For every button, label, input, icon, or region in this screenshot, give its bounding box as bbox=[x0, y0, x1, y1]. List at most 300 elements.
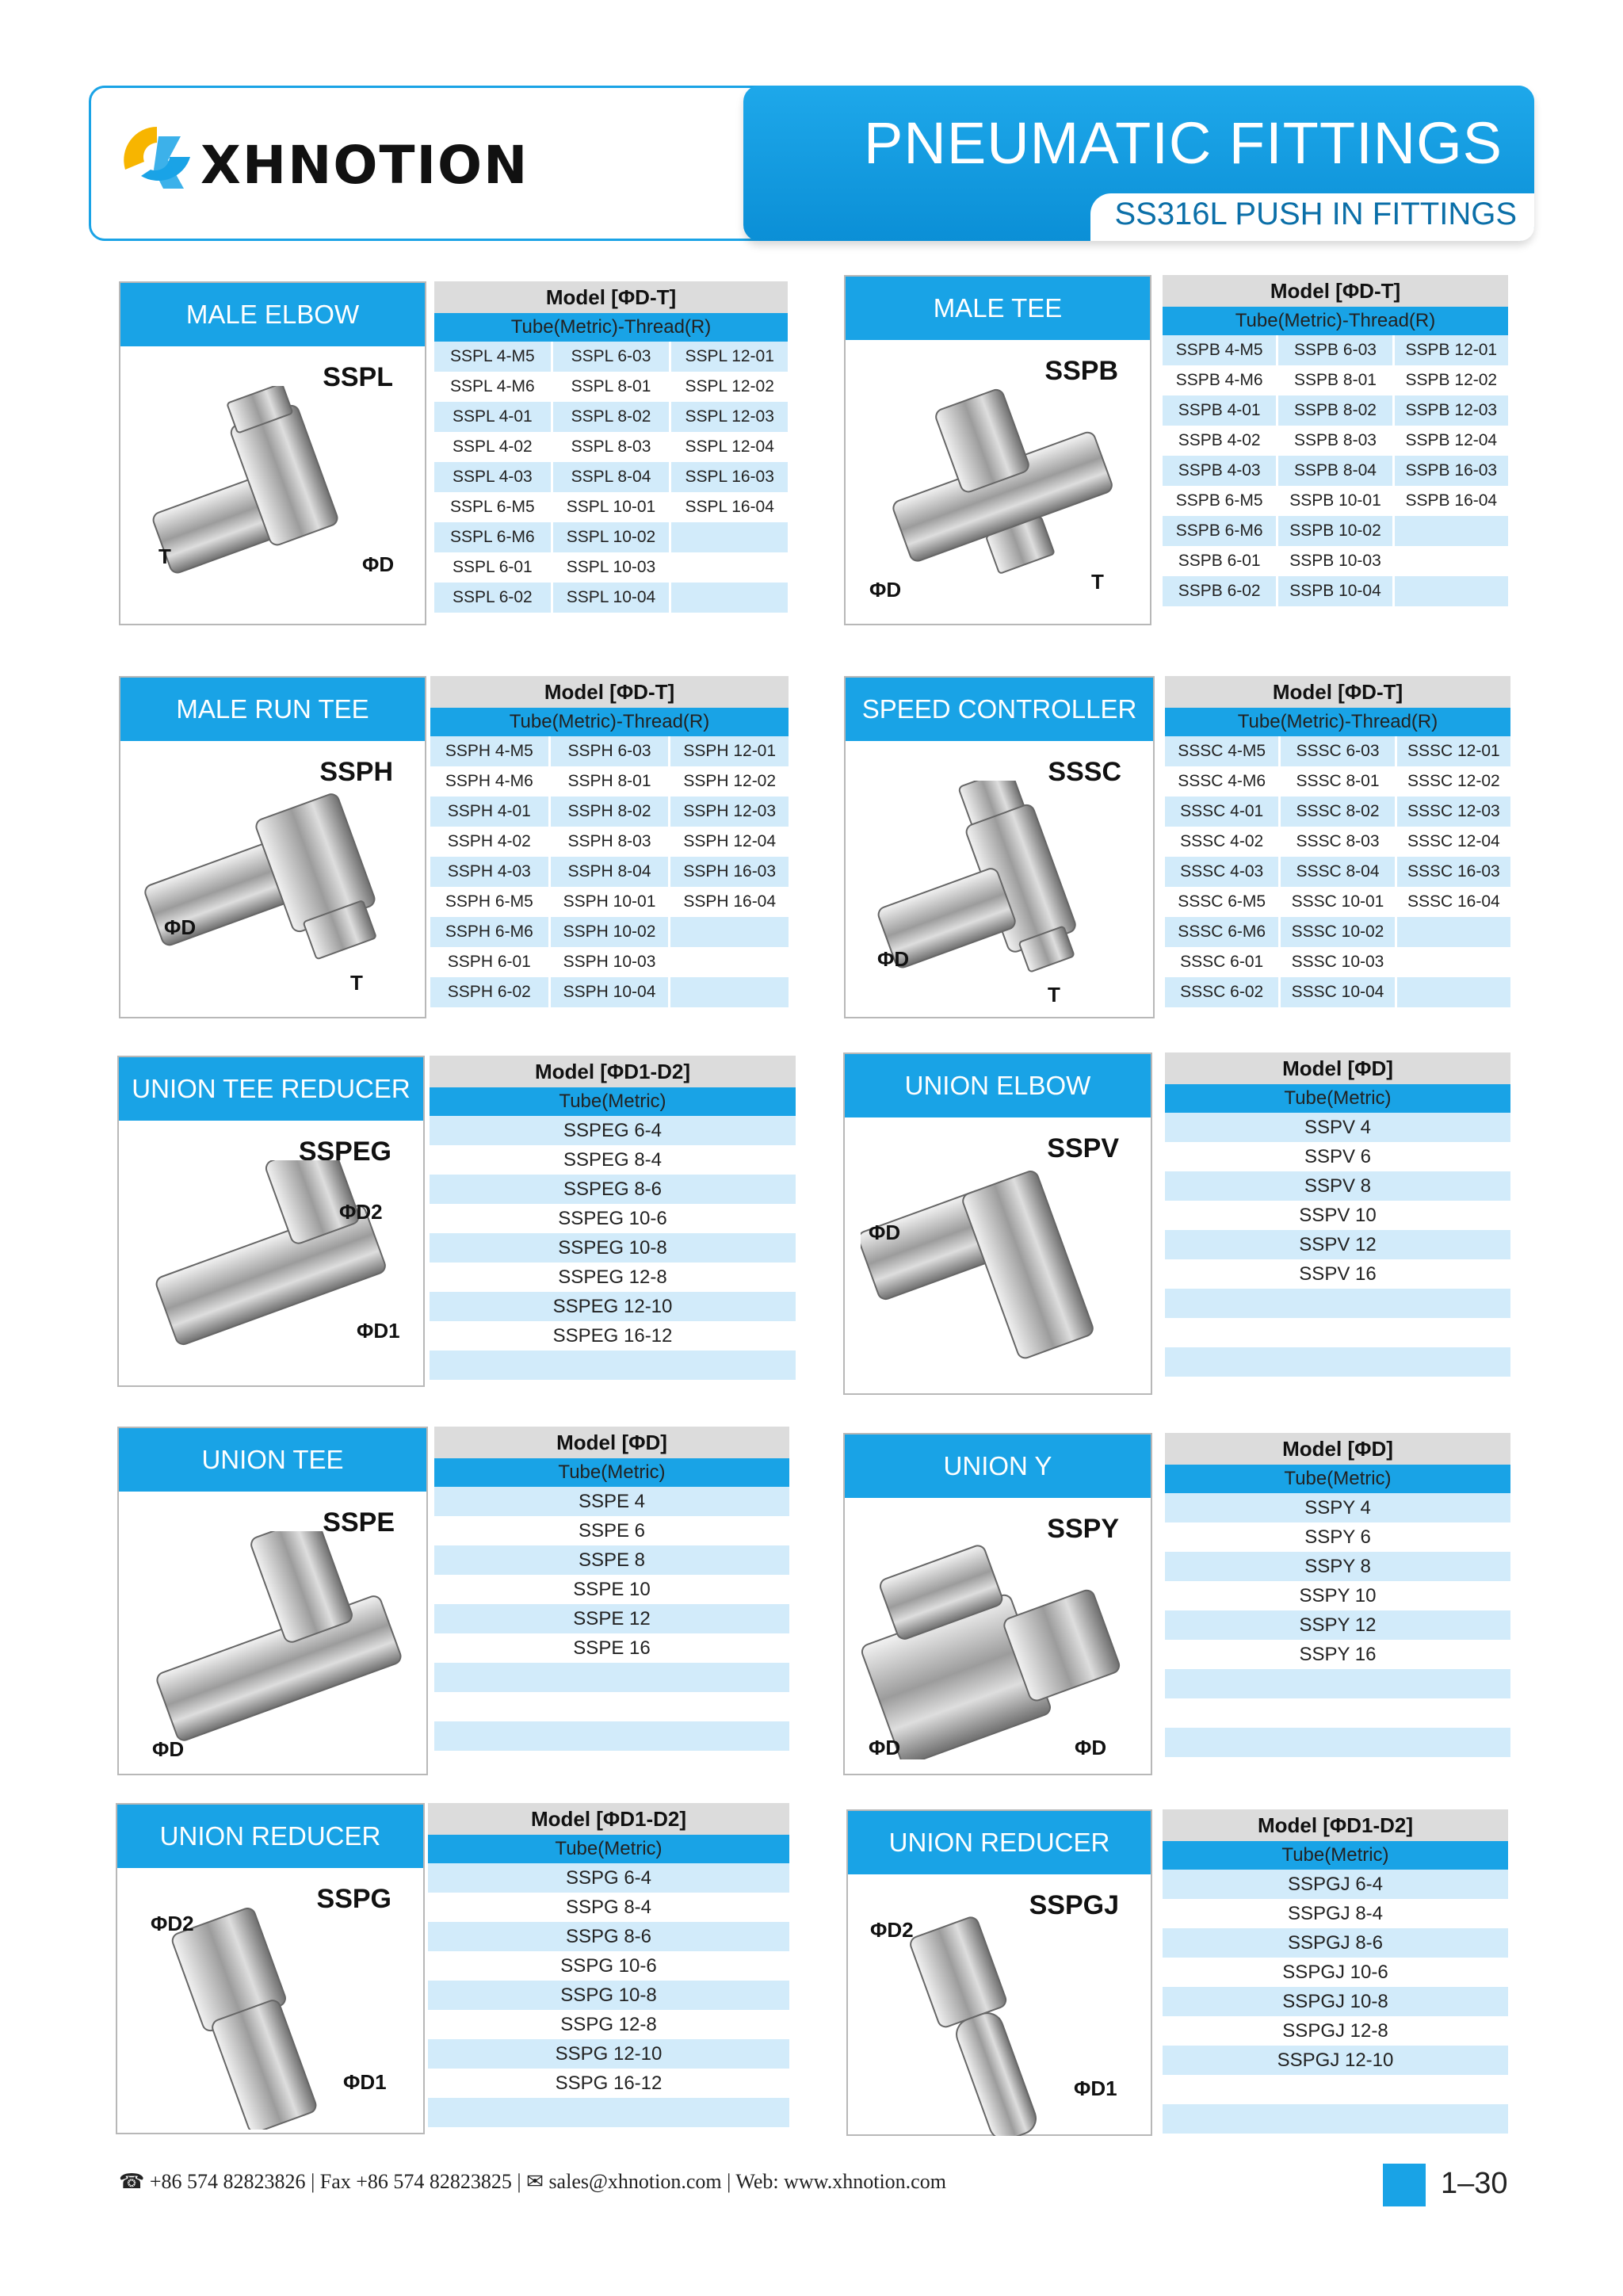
table-cell: SSPL 16-03 bbox=[685, 468, 774, 486]
table-cell: SSSC 8-03 bbox=[1281, 827, 1396, 857]
table-cell: SSSC 4-M5 bbox=[1165, 736, 1281, 766]
model-table bbox=[1165, 676, 1510, 1007]
table-row bbox=[434, 372, 788, 402]
table-cell: SSPH 10-02 bbox=[551, 917, 671, 947]
table-cell: SSSC 16-03 bbox=[1407, 862, 1500, 881]
table-cell: SSPL 8-04 bbox=[553, 462, 672, 492]
table-subheader: Tube(Metric) bbox=[434, 1458, 789, 1487]
product-title: SPEED CONTROLLER bbox=[846, 678, 1153, 741]
table-row bbox=[1163, 2104, 1508, 2134]
table-cell: SSPB 8-02 bbox=[1278, 395, 1394, 426]
product-model: SSPGJ bbox=[1029, 1890, 1119, 1920]
table-header: Model [ΦD-T] bbox=[1165, 676, 1510, 708]
table-header: Model [ΦD-T] bbox=[434, 281, 788, 313]
table-row: SSPEG 10-8 bbox=[430, 1233, 796, 1263]
product-model: SSPY bbox=[1047, 1514, 1119, 1544]
table-row bbox=[430, 827, 789, 857]
table-cell: SSSC 16-04 bbox=[1407, 892, 1500, 911]
table-cell: SSSC 4-03 bbox=[1165, 857, 1281, 887]
product-model: SSPV bbox=[1047, 1133, 1119, 1163]
table-cell: SSPL 4-M6 bbox=[434, 372, 553, 402]
table-subheader: Tube(Metric)-Thread(R) bbox=[430, 708, 789, 736]
table-row: SSPV 6 bbox=[1304, 1146, 1372, 1167]
table-cell: SSPL 16-04 bbox=[685, 498, 774, 516]
table-cell: SSPB 6-02 bbox=[1163, 576, 1278, 606]
footer-contact bbox=[119, 2170, 946, 2194]
table-cell: SSPH 10-01 bbox=[551, 887, 671, 917]
table-cell: SSPL 12-04 bbox=[685, 437, 774, 456]
table-row bbox=[434, 402, 788, 432]
table-cell: SSPB 6-01 bbox=[1163, 546, 1278, 576]
subtitle-band bbox=[1090, 193, 1534, 241]
dimension-label: ΦD bbox=[869, 1221, 901, 1244]
table-cell: SSPH 6-M6 bbox=[430, 917, 551, 947]
table-cell: SSPB 4-02 bbox=[1163, 426, 1278, 456]
header-banner bbox=[743, 86, 1534, 241]
table-cell: SSSC 8-02 bbox=[1281, 797, 1396, 827]
table-cell: SSSC 12-03 bbox=[1407, 802, 1500, 820]
table-header: Model [ΦD1-D2] bbox=[428, 1803, 789, 1835]
table-cell bbox=[670, 977, 789, 1007]
table-row: SSPE 6 bbox=[578, 1520, 646, 1541]
product-panel bbox=[843, 1052, 1152, 1395]
table-cell: SSPH 16-04 bbox=[683, 892, 777, 911]
table-row bbox=[430, 917, 789, 947]
product-panel bbox=[119, 281, 426, 625]
dimension-label: T bbox=[158, 544, 171, 568]
table-cell bbox=[671, 522, 788, 552]
table-cell: SSPL 8-01 bbox=[553, 372, 672, 402]
table-row: SSPG 12-10 bbox=[428, 2039, 789, 2069]
product-title: MALE ELBOW bbox=[120, 283, 425, 346]
table-row bbox=[1163, 516, 1508, 546]
table-row: SSPGJ 12-8 bbox=[1282, 2020, 1388, 2042]
table-cell: SSPH 4-03 bbox=[430, 857, 551, 887]
model-table bbox=[434, 1427, 789, 1751]
phone-icon: ☎ bbox=[119, 2170, 145, 2193]
table-row bbox=[428, 2098, 789, 2127]
footer-email: sales@xhnotion.com bbox=[548, 2170, 722, 2193]
table-row: SSPEG 6-4 bbox=[430, 1116, 796, 1145]
table-row bbox=[1165, 977, 1510, 1007]
table-cell: SSSC 12-02 bbox=[1407, 772, 1500, 790]
table-cell: SSSC 8-01 bbox=[1281, 766, 1396, 797]
brand-logo bbox=[117, 120, 529, 200]
table-cell: SSPL 12-03 bbox=[685, 407, 774, 426]
dimension-label: ΦD1 bbox=[343, 2070, 387, 2094]
table-row: SSPE 4 bbox=[434, 1487, 789, 1516]
table-cell: SSPB 12-03 bbox=[1405, 401, 1498, 419]
table-row bbox=[434, 432, 788, 462]
footer-fax: | Fax +86 574 82823825 | bbox=[311, 2170, 521, 2193]
table-cell: SSPL 10-01 bbox=[553, 492, 672, 522]
table-header: Model [ΦD] bbox=[1165, 1052, 1510, 1084]
table-row: SSPE 12 bbox=[434, 1604, 789, 1633]
product-panel bbox=[844, 676, 1155, 1018]
product-panel bbox=[119, 676, 426, 1018]
table-row bbox=[430, 766, 789, 797]
table-row bbox=[1165, 766, 1510, 797]
table-cell: SSPB 8-03 bbox=[1278, 426, 1394, 456]
table-cell: SSPB 12-01 bbox=[1405, 341, 1498, 359]
table-row: SSPY 16 bbox=[1299, 1644, 1377, 1665]
product-model: SSSC bbox=[1048, 757, 1121, 787]
table-cell: SSPB 4-01 bbox=[1163, 395, 1278, 426]
page-marker bbox=[1383, 2164, 1426, 2206]
table-row bbox=[430, 857, 789, 887]
table-row: SSPY 12 bbox=[1165, 1610, 1510, 1640]
table-cell: SSSC 8-04 bbox=[1281, 857, 1396, 887]
model-table bbox=[1165, 1433, 1510, 1757]
table-cell bbox=[1397, 917, 1510, 947]
table-cell: SSPL 6-02 bbox=[434, 583, 553, 613]
table-row bbox=[434, 462, 788, 492]
table-cell: SSSC 6-M6 bbox=[1165, 917, 1281, 947]
table-row bbox=[1163, 365, 1508, 395]
table-cell: SSPL 12-01 bbox=[685, 347, 774, 365]
table-row: SSPGJ 10-8 bbox=[1163, 1987, 1508, 2016]
table-row: SSPG 8-6 bbox=[428, 1922, 789, 1951]
table-cell: SSPH 8-03 bbox=[551, 827, 671, 857]
table-row bbox=[1165, 797, 1510, 827]
table-cell: SSSC 12-01 bbox=[1407, 742, 1500, 760]
dimension-label: T bbox=[1048, 983, 1060, 1007]
table-cell: SSPB 10-03 bbox=[1278, 546, 1394, 576]
table-row bbox=[434, 1663, 789, 1692]
product-panel bbox=[844, 275, 1151, 625]
dimension-label: ΦD bbox=[152, 1737, 185, 1761]
table-row bbox=[434, 522, 788, 552]
table-row: SSPG 6-4 bbox=[428, 1863, 789, 1893]
product-model: SSPL bbox=[323, 362, 393, 392]
table-cell: SSPH 8-04 bbox=[551, 857, 671, 887]
table-cell: SSPH 4-01 bbox=[430, 797, 551, 827]
product-title: UNION REDUCER bbox=[117, 1805, 423, 1868]
table-cell: SSPH 4-M6 bbox=[430, 766, 551, 797]
dimension-label: ΦD1 bbox=[357, 1319, 400, 1343]
table-row bbox=[434, 552, 788, 583]
table-row: SSPY 8 bbox=[1165, 1552, 1510, 1581]
table-row: SSPGJ 8-6 bbox=[1163, 1928, 1508, 1958]
table-row: SSPG 12-8 bbox=[560, 2014, 657, 2035]
model-table bbox=[428, 1803, 789, 2127]
table-cell: SSPB 6-03 bbox=[1278, 335, 1394, 365]
table-row: SSPV 4 bbox=[1165, 1113, 1510, 1142]
table-subheader: Tube(Metric) bbox=[1165, 1465, 1510, 1493]
dimension-label: ΦD bbox=[1075, 1736, 1107, 1759]
table-row bbox=[1163, 2075, 1508, 2104]
table-row: SSPEG 12-10 bbox=[430, 1292, 796, 1321]
table-row bbox=[434, 492, 788, 522]
page-subtitle: SS316L PUSH IN FITTINGS bbox=[1114, 197, 1517, 231]
table-row bbox=[1163, 546, 1508, 576]
table-row bbox=[1163, 335, 1508, 365]
table-header: Model [ΦD1-D2] bbox=[430, 1056, 796, 1087]
table-cell: SSPL 6-M6 bbox=[434, 522, 553, 552]
table-row bbox=[1165, 947, 1510, 977]
table-cell: SSPB 4-03 bbox=[1163, 456, 1278, 486]
table-cell: SSPL 12-02 bbox=[685, 377, 774, 395]
table-row bbox=[1165, 1698, 1510, 1728]
table-cell: SSPH 12-01 bbox=[683, 742, 777, 760]
table-row bbox=[1165, 1318, 1510, 1347]
table-cell: SSPB 4-M5 bbox=[1163, 335, 1278, 365]
table-row bbox=[430, 977, 789, 1007]
table-row bbox=[1163, 395, 1508, 426]
table-cell: SSPB 6-M5 bbox=[1163, 486, 1278, 516]
product-panel bbox=[116, 1803, 425, 2134]
table-row: SSPEG 12-8 bbox=[558, 1266, 667, 1288]
table-row bbox=[1165, 1289, 1510, 1318]
dimension-label: ΦD2 bbox=[870, 1918, 914, 1942]
table-cell: SSPB 8-01 bbox=[1278, 365, 1394, 395]
table-cell: SSPH 6-01 bbox=[430, 947, 551, 977]
table-cell bbox=[1395, 546, 1508, 576]
table-row bbox=[1163, 486, 1508, 516]
table-cell: SSPH 10-03 bbox=[551, 947, 671, 977]
table-row bbox=[1163, 426, 1508, 456]
table-cell bbox=[1397, 947, 1510, 977]
footer-phone: +86 574 82823826 bbox=[149, 2170, 306, 2193]
table-cell: SSPB 12-04 bbox=[1405, 431, 1498, 449]
product-model: SSPE bbox=[323, 1507, 395, 1538]
product-title: MALE RUN TEE bbox=[120, 678, 425, 741]
fitting-image bbox=[861, 380, 1131, 606]
table-cell: SSPL 4-02 bbox=[434, 432, 553, 462]
table-row: SSPGJ 12-10 bbox=[1163, 2046, 1508, 2075]
table-cell: SSPB 8-04 bbox=[1278, 456, 1394, 486]
table-cell: SSPH 10-04 bbox=[551, 977, 671, 1007]
table-row: SSPG 10-6 bbox=[560, 1955, 657, 1977]
mail-icon: ✉ bbox=[526, 2170, 544, 2193]
table-subheader: Tube(Metric)-Thread(R) bbox=[1165, 708, 1510, 736]
model-table bbox=[430, 676, 789, 1007]
product-title: UNION REDUCER bbox=[848, 1811, 1151, 1874]
product-panel bbox=[846, 1809, 1152, 2136]
table-cell bbox=[671, 552, 788, 583]
product-panel bbox=[117, 1427, 428, 1775]
table-subheader: Tube(Metric) bbox=[428, 1835, 789, 1863]
brand-name: XHNOTION bbox=[200, 135, 529, 196]
table-row bbox=[430, 797, 789, 827]
model-table bbox=[1163, 275, 1508, 606]
table-cell bbox=[670, 947, 789, 977]
dimension-label: ΦD1 bbox=[1074, 2076, 1117, 2100]
fitting-image bbox=[861, 1538, 1130, 1763]
table-row bbox=[1165, 827, 1510, 857]
table-header: Model [ΦD1-D2] bbox=[1163, 1809, 1508, 1841]
table-row: SSPV 10 bbox=[1299, 1205, 1377, 1226]
table-row: SSPEG 10-6 bbox=[558, 1208, 667, 1229]
fitting-image bbox=[133, 1908, 403, 2134]
table-row: SSPV 16 bbox=[1299, 1263, 1377, 1285]
product-title: UNION Y bbox=[845, 1435, 1151, 1498]
fitting-image bbox=[136, 386, 406, 612]
product-title: UNION TEE REDUCER bbox=[119, 1057, 423, 1121]
table-row: SSPY 10 bbox=[1299, 1585, 1377, 1606]
product-model: SSPH bbox=[319, 757, 393, 787]
table-row bbox=[1165, 736, 1510, 766]
table-cell bbox=[1397, 977, 1510, 1007]
dimension-label: ΦD2 bbox=[151, 1912, 194, 1935]
table-row: SSPGJ 10-6 bbox=[1282, 1962, 1388, 1983]
table-cell: SSSC 4-02 bbox=[1165, 827, 1281, 857]
table-row: SSPG 16-12 bbox=[555, 2073, 663, 2094]
table-subheader: Tube(Metric) bbox=[1163, 1841, 1508, 1870]
dimension-label: ΦD2 bbox=[339, 1200, 383, 1224]
table-cell: SSPL 4-01 bbox=[434, 402, 553, 432]
product-model: SSPB bbox=[1044, 356, 1118, 386]
dimension-label: ΦD bbox=[362, 552, 395, 576]
table-row: SSPGJ 8-4 bbox=[1287, 1903, 1384, 1924]
page-number: 1–30 bbox=[1441, 2167, 1508, 2200]
table-row: SSPEG 8-4 bbox=[563, 1149, 663, 1171]
product-title: MALE TEE bbox=[846, 277, 1150, 340]
table-row: SSPV 8 bbox=[1165, 1171, 1510, 1201]
page-title: PNEUMATIC FITTINGS bbox=[864, 110, 1503, 176]
table-row bbox=[430, 947, 789, 977]
table-cell: SSPB 10-04 bbox=[1278, 576, 1394, 606]
table-row bbox=[1163, 456, 1508, 486]
model-table bbox=[430, 1056, 796, 1380]
table-row: SSPG 10-8 bbox=[428, 1981, 789, 2010]
table-row bbox=[434, 342, 788, 372]
dimension-label: T bbox=[350, 971, 363, 995]
table-row bbox=[1165, 1728, 1510, 1757]
fitting-image bbox=[135, 1160, 404, 1386]
product-title: UNION TEE bbox=[119, 1428, 426, 1492]
table-row: SSPE 16 bbox=[573, 1637, 651, 1659]
table-row: SSPE 10 bbox=[573, 1579, 651, 1600]
table-cell: SSPH 6-03 bbox=[551, 736, 671, 766]
table-row bbox=[1165, 917, 1510, 947]
table-cell: SSPB 6-M6 bbox=[1163, 516, 1278, 546]
table-subheader: Tube(Metric)-Thread(R) bbox=[1163, 307, 1508, 335]
table-cell: SSPL 6-01 bbox=[434, 552, 553, 583]
table-header: Model [ΦD] bbox=[1165, 1433, 1510, 1465]
product-model: SSPG bbox=[316, 1884, 391, 1914]
table-cell: SSSC 4-M6 bbox=[1165, 766, 1281, 797]
dimension-label: ΦD bbox=[869, 578, 902, 602]
table-row bbox=[1163, 576, 1508, 606]
table-cell: SSPL 10-02 bbox=[553, 522, 672, 552]
fitting-image bbox=[135, 1531, 404, 1757]
table-cell: SSSC 12-04 bbox=[1407, 832, 1500, 850]
table-cell: SSSC 10-04 bbox=[1281, 977, 1396, 1007]
table-row bbox=[434, 1721, 789, 1751]
table-header: Model [ΦD-T] bbox=[430, 676, 789, 708]
table-cell: SSSC 6-M5 bbox=[1165, 887, 1281, 917]
table-row bbox=[1165, 887, 1510, 917]
footer-web: | Web: www.xhnotion.com bbox=[727, 2170, 946, 2193]
table-cell: SSPL 4-03 bbox=[434, 462, 553, 492]
table-cell: SSSC 6-03 bbox=[1281, 736, 1396, 766]
product-model: SSPEG bbox=[298, 1137, 391, 1167]
table-row bbox=[430, 736, 789, 766]
table-cell: SSPL 8-02 bbox=[553, 402, 672, 432]
table-cell: SSPH 8-01 bbox=[551, 766, 671, 797]
table-subheader: Tube(Metric) bbox=[430, 1087, 796, 1116]
table-cell: SSSC 4-01 bbox=[1165, 797, 1281, 827]
table-row: SSPEG 8-6 bbox=[430, 1175, 796, 1204]
table-cell: SSPH 8-02 bbox=[551, 797, 671, 827]
table-cell: SSPB 10-01 bbox=[1278, 486, 1394, 516]
table-cell: SSSC 10-02 bbox=[1281, 917, 1396, 947]
dimension-label: ΦD bbox=[164, 915, 197, 939]
model-table bbox=[1165, 1052, 1510, 1377]
table-cell: SSPB 4-M6 bbox=[1163, 365, 1278, 395]
product-panel bbox=[117, 1056, 425, 1387]
table-cell: SSSC 10-03 bbox=[1281, 947, 1396, 977]
table-row: SSPY 4 bbox=[1165, 1493, 1510, 1522]
table-cell: SSPL 8-03 bbox=[553, 432, 672, 462]
table-cell: SSPH 12-03 bbox=[683, 802, 777, 820]
table-header: Model [ΦD] bbox=[434, 1427, 789, 1458]
table-cell: SSPL 10-03 bbox=[553, 552, 672, 583]
table-cell: SSSC 6-01 bbox=[1165, 947, 1281, 977]
table-cell: SSPL 4-M5 bbox=[434, 342, 553, 372]
model-table bbox=[434, 281, 788, 613]
model-table bbox=[1163, 1809, 1508, 2134]
dimension-label: ΦD bbox=[877, 947, 910, 971]
table-cell bbox=[671, 583, 788, 613]
table-cell: SSPL 6-M5 bbox=[434, 492, 553, 522]
table-row: SSPE 8 bbox=[434, 1545, 789, 1575]
table-cell: SSPB 16-04 bbox=[1405, 491, 1498, 510]
table-cell: SSPH 4-M5 bbox=[430, 736, 551, 766]
table-row bbox=[430, 1350, 796, 1380]
table-row: SSPG 8-4 bbox=[565, 1897, 652, 1918]
table-cell: SSPB 16-03 bbox=[1405, 461, 1498, 479]
table-row bbox=[430, 887, 789, 917]
fitting-image bbox=[136, 781, 406, 1007]
table-subheader: Tube(Metric) bbox=[1165, 1084, 1510, 1113]
table-cell: SSPH 4-02 bbox=[430, 827, 551, 857]
table-cell: SSPL 6-03 bbox=[553, 342, 672, 372]
logo-mark-icon bbox=[117, 120, 197, 200]
dimension-label: T bbox=[1091, 570, 1104, 594]
table-cell: SSPH 6-02 bbox=[430, 977, 551, 1007]
table-cell: SSPH 6-M5 bbox=[430, 887, 551, 917]
table-cell bbox=[1395, 516, 1508, 546]
table-row: SSPV 12 bbox=[1165, 1230, 1510, 1259]
fitting-image bbox=[864, 1914, 1133, 2140]
fitting-image bbox=[861, 781, 1131, 1007]
table-row: SSPY 6 bbox=[1304, 1526, 1371, 1548]
table-cell: SSPB 10-02 bbox=[1278, 516, 1394, 546]
table-row bbox=[434, 583, 788, 613]
table-cell: SSPH 12-02 bbox=[683, 772, 777, 790]
table-row: SSPEG 16-12 bbox=[552, 1325, 673, 1347]
table-cell: SSPH 16-03 bbox=[683, 862, 777, 881]
table-cell: SSSC 6-02 bbox=[1165, 977, 1281, 1007]
product-panel bbox=[843, 1433, 1152, 1775]
table-row bbox=[1165, 1669, 1510, 1698]
table-row bbox=[434, 1692, 789, 1721]
table-cell: SSPB 12-02 bbox=[1405, 371, 1498, 389]
table-row bbox=[1165, 857, 1510, 887]
table-subheader: Tube(Metric)-Thread(R) bbox=[434, 313, 788, 342]
table-cell: SSPL 10-04 bbox=[553, 583, 672, 613]
table-cell bbox=[670, 917, 789, 947]
dimension-label: ΦD bbox=[869, 1736, 901, 1759]
table-cell: SSSC 10-01 bbox=[1281, 887, 1396, 917]
fitting-image bbox=[861, 1157, 1130, 1383]
table-row: SSPGJ 6-4 bbox=[1163, 1870, 1508, 1899]
table-cell bbox=[1395, 576, 1508, 606]
table-header: Model [ΦD-T] bbox=[1163, 275, 1508, 307]
table-row bbox=[1165, 1347, 1510, 1377]
